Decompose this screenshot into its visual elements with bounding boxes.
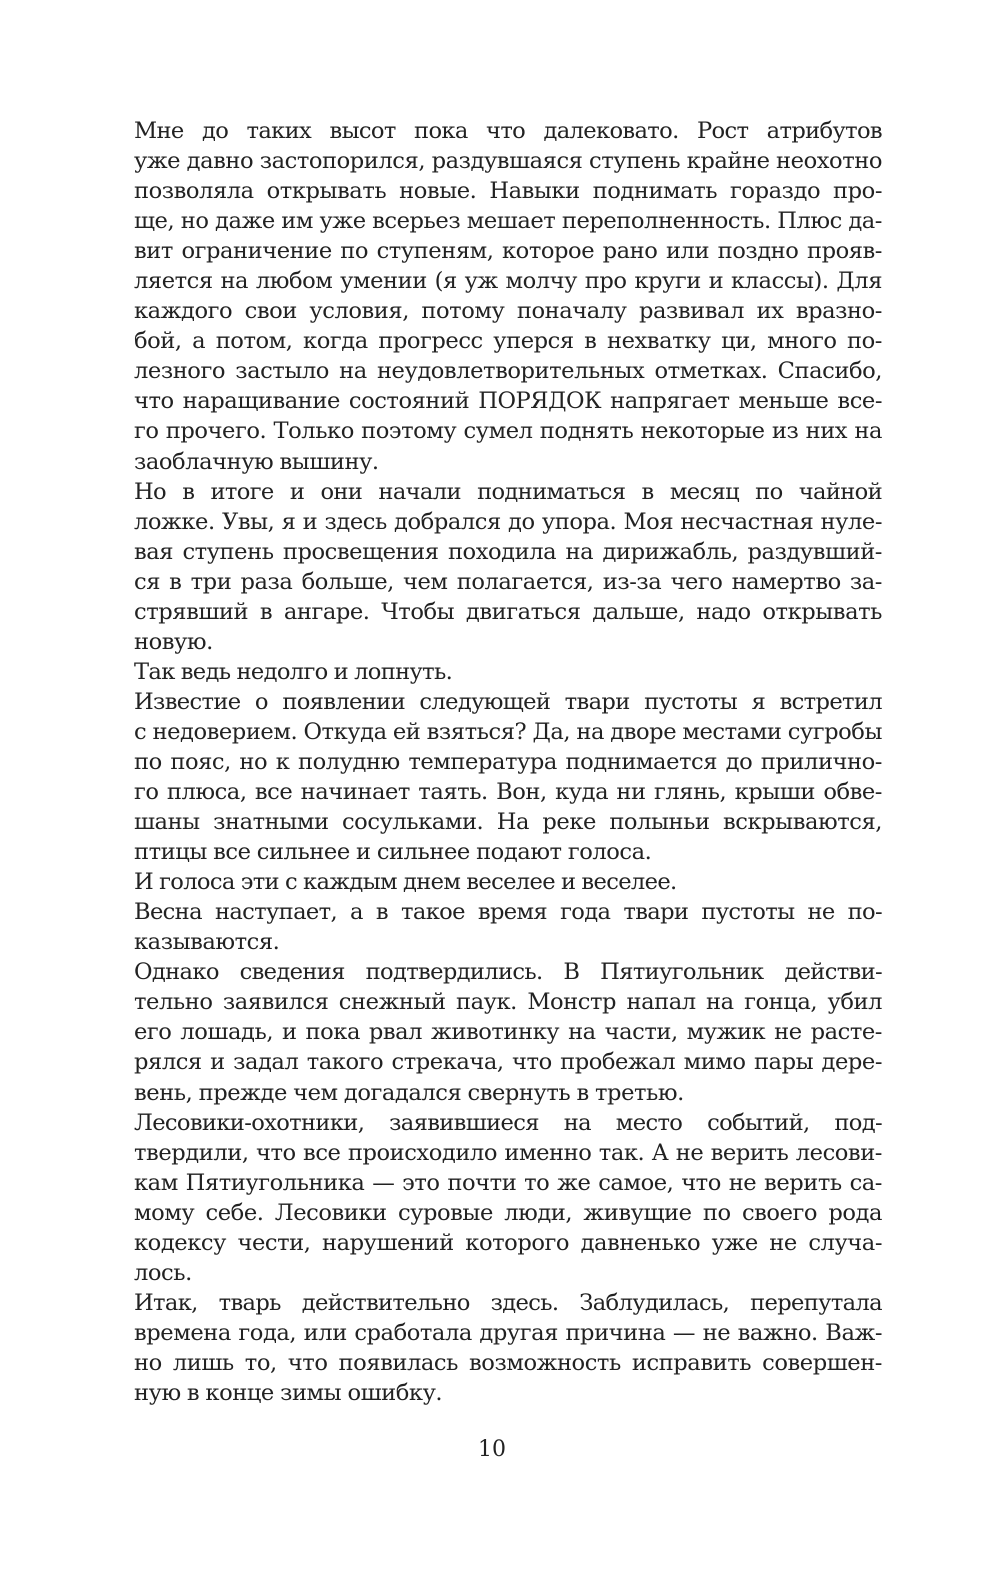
text-line: вит ограничение по ступеням, которое рано или поздно прояв- [134,238,882,265]
text-line: мому себе. Лесовики суровые люди, живущие по своего рода [134,1199,882,1226]
paragraph [94,657,882,687]
text-line: с недоверием. Откуда ей взяться? Да, на дворе местами сугробы [134,718,882,745]
text-line: казываются. [134,929,280,956]
text-line: ную в конце зимы ошибку. [134,1379,443,1406]
text-line: новую. [134,628,213,655]
text-line: стрявший в ангаре. Чтобы двигаться дальше, надо открывать [134,598,882,625]
text-line: Известие о появлении следующей твари пустоты я встретил [134,688,882,715]
page-number: 10 [478,1437,506,1462]
text-line: лезного застыло на неудовлетворительных отметках. Спасибо, [134,358,882,385]
text-line: И голоса эти с каждым днем веселее и веселее. [134,869,677,896]
text-line: заоблачную вышину. [134,448,379,475]
text-line: каждого свои условия, потому поначалу развивал их вразно- [134,298,882,325]
text-line: вень, прежде чем догадался свернуть в третью. [134,1079,684,1106]
text-line: го прочего. Только поэтому сумел поднять некоторые из них на [134,418,882,445]
paragraph [94,1288,882,1408]
text-line: по пояс, но к полудню температура поднимается до прилично- [134,748,882,775]
text-line: бой, а потом, когда прогресс уперся в нехватку ци, много по- [134,328,882,355]
text-line: что наращивание состояний ПОРЯДОК напрягает меньше все- [134,388,882,415]
text-line: но лишь то, что появилась возможность исправить совершен- [134,1349,882,1376]
paragraph [94,1108,882,1288]
paragraph [94,867,882,897]
text-line: ложке. Увы, я и здесь добрался до упора. Моя несчастная нуле- [134,508,882,535]
paragraph [94,957,882,1107]
paragraph [94,687,882,867]
text-line: рялся и задал такого стрекача, что пробежал мимо пары дере- [134,1049,882,1076]
text-line: твердили, что все происходило именно так. А не верить лесови- [134,1139,882,1166]
text-line: вая ступень просвещения походила на дирижабль, раздувший- [134,538,882,565]
text-line: лось. [134,1259,192,1286]
text-line: ще, но даже им уже всерьез мешает переполненность. Плюс да- [134,208,882,235]
text-line: Однако сведения подтвердились. В Пятиугольник действи- [134,959,882,986]
body-text [94,116,882,1408]
text-line: кодексу чести, нарушений которого давненько уже не случа- [134,1229,882,1256]
text-line: времена года, или сработала другая причина — не важно. Важ- [134,1319,882,1346]
paragraph [94,116,882,477]
text-line: позволяла открывать новые. Навыки поднимать гораздо про- [134,178,882,205]
paragraph [94,477,882,657]
text-line: Так ведь недолго и лопнуть. [134,658,453,685]
text-line: го плюса, все начинает таять. Вон, куда ни глянь, крыши обве- [134,779,882,806]
text-line: уже давно застопорился, раздувшаяся ступень крайне неохотно [134,148,882,175]
text-line: ся в три раза больше, чем полагается, из-за чего намертво за- [134,568,882,595]
text-line: тельно заявился снежный паук. Монстр напал на гонца, убил [134,989,882,1016]
text-line: шаны знатными сосульками. На реке полыньи вскрываются, [134,809,882,836]
text-line: Мне до таких высот пока что далековато. Рост атрибутов [134,118,882,144]
text-line: его лошадь, и пока рвал животинку на части, мужик не расте- [134,1019,882,1046]
text-line: Но в итоге и они начали подниматься в месяц по чайной [134,478,882,505]
text-line: птицы все сильнее и сильнее подают голоса. [134,839,652,866]
text-line: Итак, тварь действительно здесь. Заблудилась, перепутала [134,1289,882,1316]
text-line: Лесовики-охотники, заявившиеся на место событий, под- [134,1109,882,1136]
text-line: кам Пятиугольника — это почти то же самое, что не верить са- [134,1169,882,1196]
paragraph [94,897,882,957]
text-line: ляется на любом умении (я уж молчу про круги и классы). Для [134,268,882,295]
text-line: Весна наступает, а в такое время года твари пустоты не по- [134,899,882,926]
